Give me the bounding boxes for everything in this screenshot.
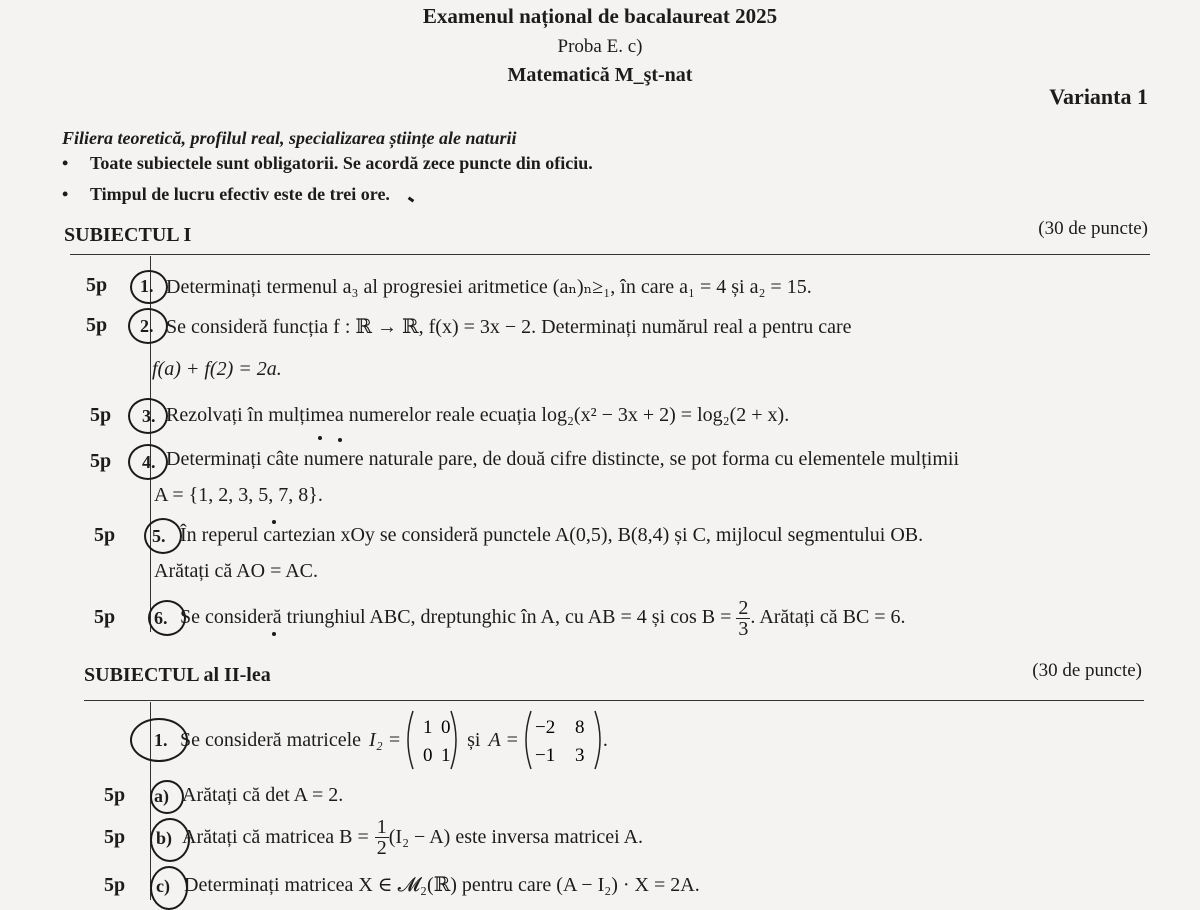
item-text: Determinați termenul a₃ al progresiei aritmetice (aₙ)ₙ≥₁, în care a₁ = 4 și a₂ = 15.: [166, 276, 812, 298]
pen-mark: [318, 436, 322, 440]
fraction: [375, 817, 389, 858]
section-points-subject1: (30 de puncte): [1038, 218, 1148, 239]
item-number: 5.: [152, 526, 166, 546]
item-number: 3.: [142, 406, 156, 426]
item-text: Determinați câte numere naturale pare, de două cifre distincte, se pot forma cu elementele mulțimii: [166, 448, 959, 470]
item-text: În reperul cartezian xOy se consideră punctele A(0,5), B(8,4) și C, mijlocul segmentului OB.: [180, 524, 924, 546]
item-score: 5p: [90, 450, 112, 472]
instruction-bullet: • Toate subiectele sunt obligatorii. Se acordă zece puncte din oficiu.: [62, 153, 593, 173]
matrix-cell: 1: [423, 717, 433, 738]
matrix-label-I2: I₂ =: [369, 728, 402, 751]
filiera-line: Filiera teoretică, profilul real, specializarea științe ale naturii: [62, 128, 517, 148]
item-number: b): [156, 828, 173, 848]
matrix-cell: −2: [534, 717, 556, 738]
pen-mark: [408, 197, 415, 203]
instruction-text: Timpul de lucru efectiv este de trei ore.: [90, 184, 390, 204]
section-divider: [70, 254, 1150, 255]
fraction-numerator: 2: [738, 597, 749, 619]
item-score: 5p: [90, 404, 112, 426]
item-score: 5p: [104, 874, 126, 896]
item-number: 2.: [140, 316, 154, 336]
matrix-cell: 0: [423, 745, 433, 766]
exam-proba: Proba E. c): [557, 36, 643, 57]
item-text-continued: f(a) + f(2) = 2a.: [152, 358, 282, 380]
section-title-subject1: SUBIECTUL I: [64, 224, 192, 246]
item-number: 1.: [140, 276, 154, 296]
matrix-cell: −1: [534, 745, 556, 766]
exam-title: Examenul național de bacalaureat 2025: [422, 4, 778, 28]
item-text: Determinați matricea X ∈ 𝓜₂(ℝ) pentru care (A − I₂) · X = 2A.: [184, 874, 700, 896]
pen-mark: [338, 438, 342, 442]
pen-mark: [272, 520, 276, 524]
section-points-subject2: (30 de puncte): [1032, 660, 1142, 681]
matrices-statement: [180, 708, 608, 772]
matrix-cell: 1: [441, 745, 451, 766]
item-text-part: Arătați că matricea B =: [182, 825, 369, 848]
item-text: Rezolvați în mulțimea numerelor reale ecuația log₂(x² − 3x + 2) = log₂(2 + x).: [166, 404, 790, 426]
item-text-part: . Arătați că BC = 6.: [750, 606, 906, 629]
item-text: Arătați că det A = 2.: [182, 784, 344, 806]
item-score: 5p: [104, 826, 126, 848]
matrix-A: [523, 709, 603, 771]
item-text-continued: Arătați că AO = AC.: [154, 560, 319, 582]
item-text-part: Se consideră matricele: [180, 728, 362, 751]
matrix-I2: [405, 709, 459, 771]
section-divider: [84, 700, 1144, 701]
item-score: 5p: [94, 606, 116, 628]
item-text-continued: A = {1, 2, 3, 5, 7, 8}.: [154, 484, 323, 506]
fraction-numerator: 1: [376, 815, 387, 838]
item-text: [182, 814, 643, 860]
section-title-subject2: SUBIECTUL al II-lea: [84, 664, 271, 686]
fraction: [736, 598, 750, 639]
item-score: 5p: [86, 314, 108, 336]
item-score: 5p: [94, 524, 116, 546]
item-text: [180, 598, 906, 639]
exam-variant: Varianta 1: [1049, 84, 1148, 109]
fraction-denominator: 3: [738, 618, 749, 640]
instruction-bullet: • Timpul de lucru efectiv este de trei ore.: [62, 184, 390, 204]
pen-mark: [272, 632, 276, 636]
item-score: 5p: [86, 274, 108, 296]
matrix-cell: 3: [574, 745, 585, 766]
matrix-cell: 0: [441, 717, 451, 738]
sentence-period: .: [602, 728, 608, 751]
item-text-part: (I₂ − A) este inversa matricei A.: [388, 825, 644, 848]
item-number: a): [154, 786, 169, 806]
item-score: 5p: [104, 784, 126, 806]
fraction-denominator: 2: [376, 836, 387, 859]
exam-subject: Matematică M_şt-nat: [507, 64, 693, 86]
item-number: c): [156, 876, 170, 896]
item-number: 1.: [154, 730, 168, 750]
instruction-text: Toate subiectele sunt obligatorii. Se acordă zece puncte din oficiu.: [90, 153, 593, 173]
item-text: Se consideră funcția f : ℝ → ℝ, f(x) = 3x − 2. Determinați numărul real a pentru care: [166, 316, 852, 338]
matrix-label-A: A =: [488, 728, 519, 751]
item-number: 6.: [154, 608, 168, 628]
item-text-part: Se consideră triunghiul ABC, dreptunghic în A, cu AB = 4 și cos B =: [180, 606, 732, 629]
conjunction: și: [467, 728, 481, 751]
item-number: 4.: [142, 452, 156, 472]
matrix-cell: 8: [574, 717, 585, 738]
